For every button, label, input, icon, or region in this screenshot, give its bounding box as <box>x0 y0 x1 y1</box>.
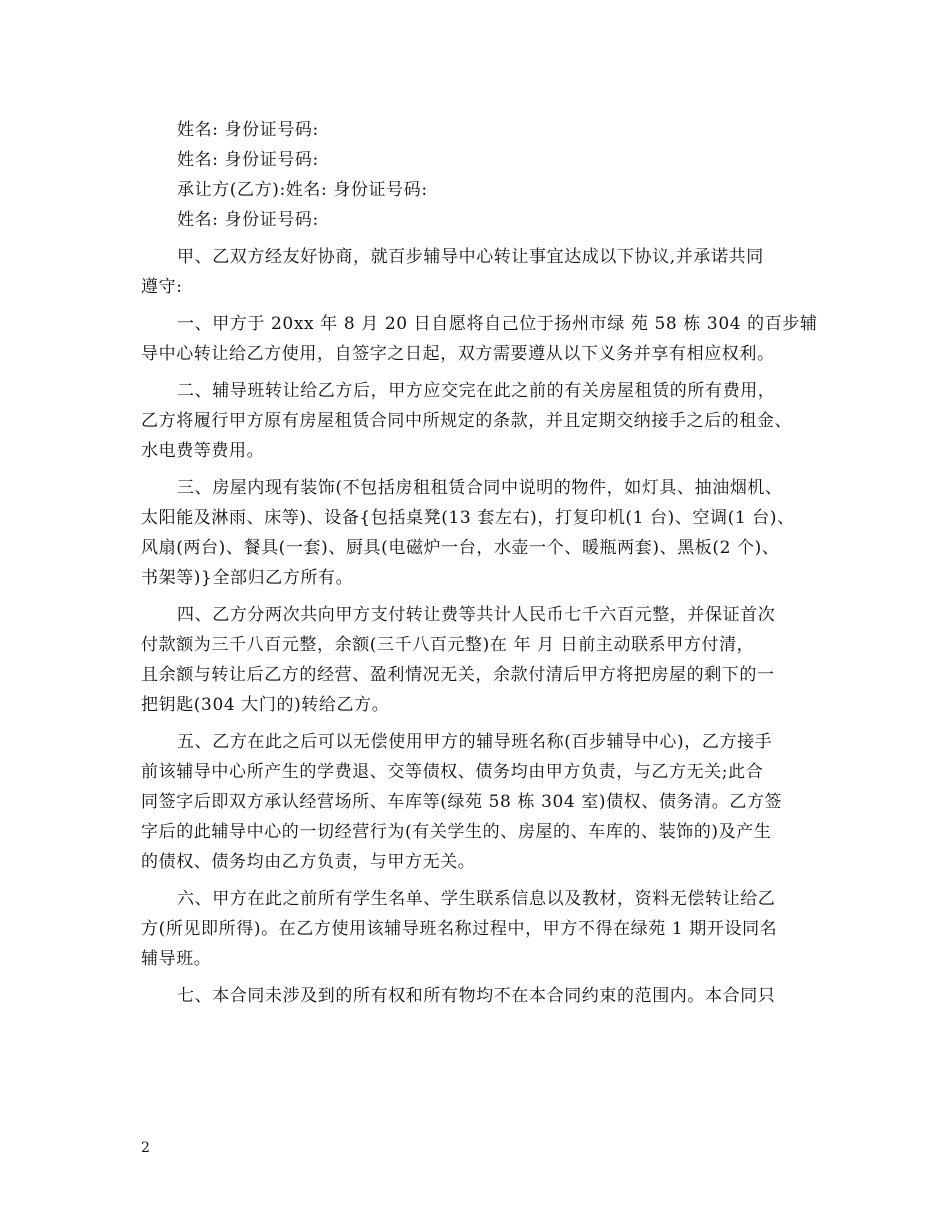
paragraph-line: 风扇(两台)、餐具(一套)、厨具(电磁炉一台，水壶一个、暖瓶两套)、黑板(2 个)、 <box>141 538 780 558</box>
paragraph-line: 遵守: <box>141 277 183 297</box>
paragraph-line: 二、辅导班转让给乙方后，甲方应交完在此之前的有关房屋租赁的所有费用， <box>177 381 776 401</box>
paragraph-line: 的债权、债务均由乙方负责，与甲方无关。 <box>141 852 476 872</box>
party-info-block <box>141 115 811 235</box>
paragraph-line: 甲、乙双方经友好协商，就百步辅导中心转让事宜达成以下协议,并承诺共同 <box>177 247 764 267</box>
paragraph-line: 书架等)}全部归乙方所有。 <box>141 568 354 588</box>
paragraph-line: 太阳能及淋雨、床等)、设备{包括桌凳(13 套左右)，打复印机(1 台)、空调(1 台)、 <box>141 508 795 528</box>
paragraph-line: 导中心转让给乙方使用，自签字之日起，双方需要遵从以下义务并享有相应权利。 <box>141 344 775 364</box>
paragraph-clause-7 <box>141 981 811 1011</box>
paragraph-line: 付款额为三千八百元整，余额(三千八百元整)在 年 月 日前主动联系甲方付清， <box>141 635 755 655</box>
party-line: 承让方(乙方):姓名: 身份证号码: <box>177 180 428 200</box>
paragraph-line: 方(所见即所得)。在乙方使用该辅导班名称过程中，甲方不得在绿苑 1 期开设同名 <box>141 919 778 939</box>
document-body <box>141 115 818 1018</box>
party-line: 姓名: 身份证号码: <box>177 120 319 140</box>
paragraph-line: 五、乙方在此之后可以无偿使用甲方的辅导班名称(百步辅导中心)，乙方接手 <box>177 732 773 752</box>
paragraph-line: 乙方将履行甲方原有房屋租赁合同中所规定的条款，并且定期交纳接手之后的租金、 <box>141 411 793 431</box>
paragraph-clause-2 <box>141 376 811 466</box>
party-line: 姓名: 身份证号码: <box>177 210 319 230</box>
paragraph-clause-1 <box>141 309 818 369</box>
paragraph-line: 前该辅导中心所产生的学费退、交等债权、债务均由甲方负责，与乙方无关;此合 <box>141 762 764 782</box>
paragraph-intro <box>141 242 811 302</box>
paragraph-line: 三、房屋内现有装饰(不包括房租租赁合同中说明的物件，如灯具、抽油烟机、 <box>177 478 783 498</box>
paragraph-line: 水电费等费用。 <box>141 441 265 461</box>
paragraph-line: 一、甲方于 20xx 年 8 月 20 日自愿将自己位于扬州市绿 苑 58 栋 304 的百步辅 <box>177 314 818 334</box>
paragraph-clause-4 <box>141 600 811 720</box>
paragraph-clause-3 <box>141 473 811 593</box>
paragraph-line: 七、本合同未涉及到的所有权和所有物均不在本合同约束的范围内。本合同只 <box>177 986 776 1006</box>
paragraph-line: 六、甲方在此之前所有学生名单、学生联系信息以及教材，资料无偿转让给乙 <box>177 889 776 909</box>
paragraph-line: 辅导班。 <box>141 949 212 969</box>
paragraph-line: 且余额与转让后乙方的经营、盈利情况无关，余款付清后甲方将把房屋的剩下的一 <box>141 665 775 685</box>
paragraph-clause-5 <box>141 727 811 877</box>
paragraph-line: 字后的此辅导中心的一切经营行为(有关学生的、房屋的、车库的、装饰的)及产生 <box>141 822 772 842</box>
paragraph-line: 四、乙方分两次共向甲方支付转让费等共计人民币七千六百元整，并保证首次 <box>177 605 776 625</box>
paragraph-clause-6 <box>141 884 811 974</box>
paragraph-line: 把钥匙(304 大门的)转给乙方。 <box>141 695 390 715</box>
party-line: 姓名: 身份证号码: <box>177 150 319 170</box>
page-number: 2 <box>141 1140 150 1156</box>
paragraph-line: 同签字后即双方承认经营场所、车库等(绿苑 58 栋 304 室)债权、债务清。乙方签 <box>141 792 783 812</box>
